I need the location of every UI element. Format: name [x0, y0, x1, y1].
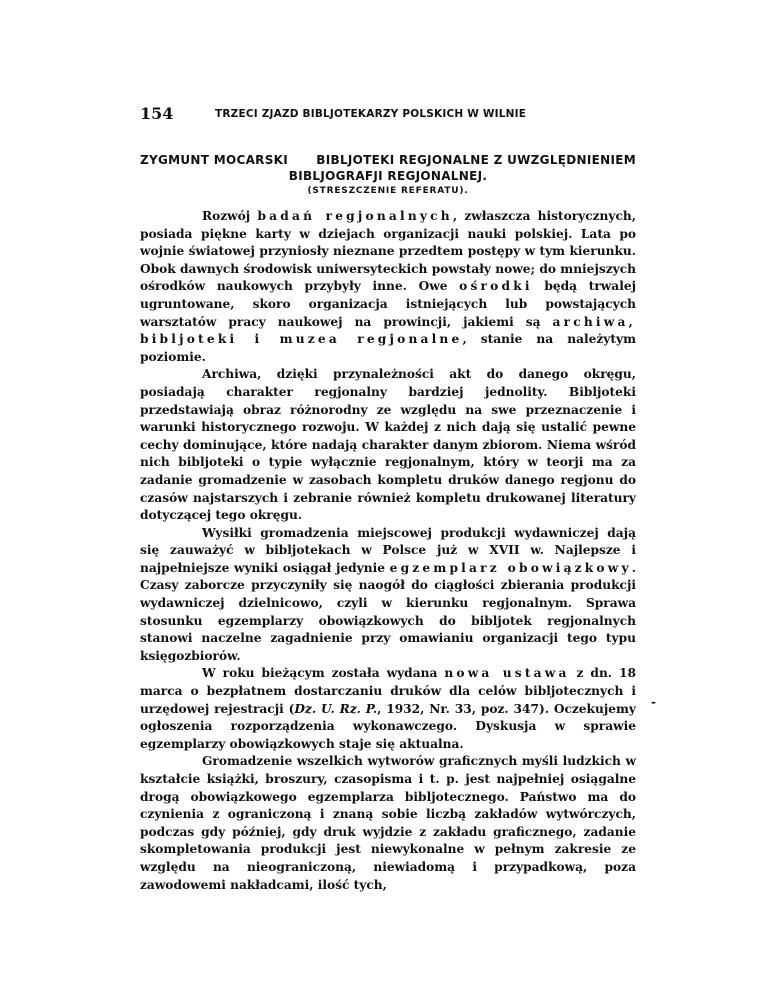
text-run: W roku bieżącym została wydana: [202, 666, 445, 681]
article-subtitle: (STRESZCZENIE REFERATU).: [307, 186, 469, 196]
text-run: będą trwalej ugruntowane, skoro organizacja istniejących lub powstających warsztatów pracy naukowej na prowincji, jakiemi są: [140, 279, 636, 329]
article-body: [140, 208, 636, 894]
paragraph: [140, 366, 636, 524]
paragraph: [140, 665, 636, 753]
page-number: 154: [140, 104, 174, 123]
spaced-emphasis: badań regjonalnych: [257, 209, 453, 223]
paragraph: [140, 753, 636, 894]
text-run: , zwłaszcza historycznych, posiada piękne karty w dziejach organizacji nauki polskiej. Lata po wojnie światowej przyniosły nieznane przedtem postępy w tym kierunku. Obok dawnych środowisk uniwersyteckich powstały nowe; do mniejszych ośrodków naukowych przybyły inne. Owe: [140, 209, 637, 294]
article-title: BIBLJOTEKI REGJONALNE Z UWZGLĘDNIENIEM: [316, 153, 636, 167]
text-run: Wysiłki gromadzenia miejscowej produkcji wydawniczej dają się zauważyć w bibljotekach w Polsce już w XVII w. Najlepsze i najpełniejsze wyniki osiągał jedynie: [140, 525, 636, 575]
paragraph: [140, 525, 636, 666]
text-run: Gromadzenie wszelkich wytworów graficznych myśli ludzkich w kształcie książki, broszury, czasopisma i t. p. jest najpełniej osiągalne drogą obowiązkowego egzemplarza bibljotecznego. Państwo ma do czynienia z ograniczoną i znaną sobie liczbą zakładów wytwórczych, podczas gdy później, gdy druk wyjdzie z zakładu graficznego, zadanie skompletowania produkcji jest niewykonalne w pełnym zakresie ze względu na nieograniczoną, niewiadomą i przypadkową, poza zawodowemi nakładcami, ilość tych,: [140, 754, 636, 892]
page-header: [140, 100, 636, 126]
italic-citation: Dz. U. Rz. P.: [294, 701, 378, 716]
spaced-emphasis: archiwa, bibljoteki i muzea regjonalne: [140, 314, 636, 347]
text-run: . Czasy zaborcze przyczyniły się naogół do ciągłości zbierania produkcji wydawniczej dzielnicowo, czyli w kierunku regjonalnym. Sprawa stosunku egzemplarzy obowiązkowych do bibljotek regjonalnych stanowi naczelne zagadnienie przy omawianiu organizacji tego typu księgozbiorów.: [140, 560, 636, 663]
article-heading: [140, 152, 636, 196]
page: [140, 100, 636, 894]
text-run: Archiwa, dzięki przynależności akt do danego okręgu, posiadają charakter regjonalny bardziej jednolity. Bibljoteki przedstawiają obraz różnorodny ze względu na swe przeznaczenie i warunki historycznego rozwoju. W każdej z nich dają się ustalić pewne cechy dominujące, które nadają charakter danym zbiorom. Niema wśród nich bibljoteki o typie wyłącznie regjonalnym, który w teorji ma za zadanie gromadzenie w zasobach kompletu druków danego regjonu do czasów najstarszych i zebranie również kompletu drukowanej literatury dotyczącej tego okręgu.: [140, 367, 636, 523]
margin-mark: -: [651, 695, 656, 709]
article-title-continued: BIBLJOGRAFJI REGJONALNEJ.: [288, 169, 488, 183]
title-line-1: [140, 152, 636, 168]
spaced-emphasis: egzemplarz obowiązkowy: [389, 560, 632, 575]
text-run: z dn. 18 marca o bezpłatnem dostarczaniu druków dla celów bibljotecznych i urzędowej rejestracji (: [140, 666, 636, 716]
author-name: ZYGMUNT MOCARSKI: [140, 153, 289, 167]
paragraph: [140, 208, 636, 366]
spaced-emphasis: nowa ustawa: [444, 666, 570, 681]
text-run: Rozwój: [202, 209, 258, 223]
text-run: , stanie na należytym poziomie.: [140, 332, 636, 364]
text-run: , 1932, Nr. 33, poz. 347). Oczekujemy ogłoszenia rozporządzenia wykonawczego. Dyskusja w sprawie egzemplarzy obowiązkowych staje się aktualna.: [140, 701, 636, 751]
spaced-emphasis: ośrodki: [459, 279, 533, 294]
running-title: TRZECI ZJAZD BIBLJOTEKARZY POLSKICH W WILNIE: [215, 108, 527, 120]
